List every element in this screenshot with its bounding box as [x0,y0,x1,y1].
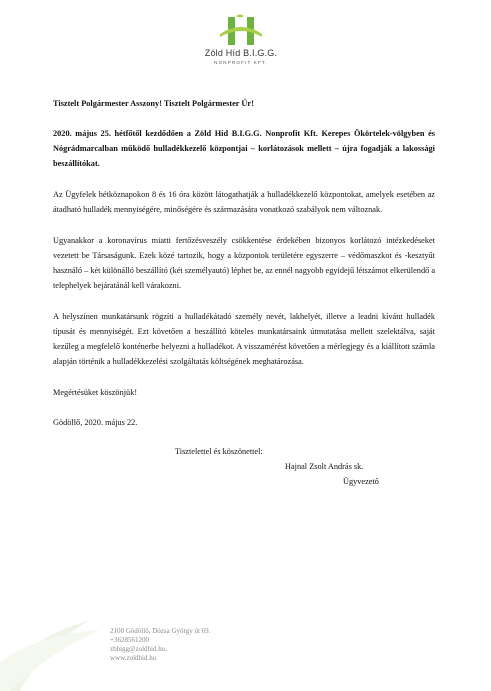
salutation: Tisztelt Polgármester Asszony! Tisztelt Polgármester Úr! [53,99,254,108]
paragraph-opening-hours: Az Ügyfelek hétköznapokon 8 és 16 óra között látogathatják a hulladékkezelő központokat, amelyek esetében az átadható hulladék mennyiségére, minőségére és származására vonatkozó szabályok nem változnak. [53,190,435,214]
footer-email[interactable]: zbbigg@zoldhid.hu, [110,645,167,653]
logo-name: Zöld Híd B.I.G.G. [204,48,278,58]
lead-paragraph: 2020. május 25. hétfőtől kezdődően a Zöld Híd B.I.G.G. Nonprofit Kft. Kerepes Ökörtelek-völgyben és Nógrádmarcalban működő hulladékkezelő központjai – korlátozások mellett – újra fogadják a lakossági beszállítókat. [53,129,435,168]
footer-address: 2100 Gödöllő, Dózsa György út 69. [110,627,211,635]
paragraph-procedure: A helyszínen munkatársunk rögzíti a hulladékátadó személy nevét, lakhelyét, illetve a leadni kívánt hulladék típusát és mennyiségét. Ezt követően a beszállító köteles munkatársaink útmutatása mellett szelektálva, saját kezűleg a megfelelő konténerbe helyezni a hulladékot. A visszamérést követően a mérlegjegy és a kiállított számla alapján történik a hulladékkezelési szolgáltatás költségének meghatározása. [53,312,435,366]
date-line: Gödöllő, 2020. május 22. [53,418,138,427]
thanks-line: Megértésüket köszönjük! [53,388,138,397]
logo-h-mark-icon [216,14,266,48]
decorative-swoosh-icon [0,600,110,691]
footer-website[interactable]: www.zoldhid.hu [110,654,157,662]
closing-line: Tisztelettel és köszönettel: [175,447,263,456]
logo-subtitle: NONPROFIT KFT. [214,60,268,65]
footer-phone: +3628561200 [110,636,149,644]
company-logo [196,14,286,78]
letter-body [53,96,435,489]
signer-name: Hajnal Zsolt András sk. [285,462,364,471]
paragraph-restrictions: Ugyanakkor a koronavírus miatti fertőzésveszély csökkentése érdekében bizonyos korlátozó intézkedéseket vezetett be Társaságunk. Ezek közé tartozik, hogy a központok területére egyszerre – védőmaszkot és -kesztyűt használó – két különálló beszállító (két személyautó) léphet be, az ennél nagyobb egyidejű létszámot elkerülendő a telephelyek bejáratánál kell várakozni. [53,236,435,290]
footer-contact [110,627,210,663]
signer-role: Ügyvezető [343,477,379,486]
